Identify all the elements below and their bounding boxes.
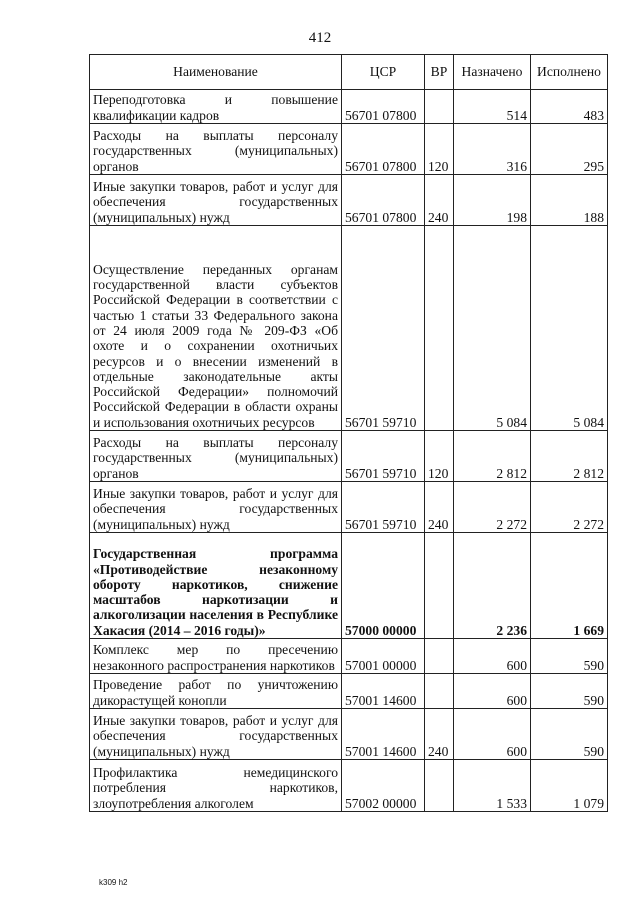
row-assigned: 600: [454, 674, 531, 709]
row-executed: 1 079: [531, 760, 608, 812]
header-csr: ЦСР: [342, 55, 425, 90]
row-name: Комплекс мер по пресечению незаконного распространения наркотиков: [90, 639, 342, 674]
row-csr: 56701 07800: [342, 124, 425, 175]
row-csr: 57002 00000: [342, 760, 425, 812]
row-executed: 483: [531, 90, 608, 124]
row-name: Переподготовка и повышение квалификации кадров: [90, 90, 342, 124]
table-row: [90, 482, 608, 533]
row-executed: 188: [531, 175, 608, 226]
row-vr: 120: [425, 431, 454, 482]
row-assigned: 1 533: [454, 760, 531, 812]
row-csr: 57001 00000: [342, 639, 425, 674]
row-name: Иные закупки товаров, работ и услуг для обеспечения государственных (муниципальных) нужд: [90, 175, 342, 226]
row-vr: 120: [425, 124, 454, 175]
row-csr: 57000 00000: [342, 533, 425, 639]
row-vr: [425, 674, 454, 709]
table-row: [90, 533, 608, 639]
row-name: Расходы на выплаты персоналу государственных (муниципальных) органов: [90, 431, 342, 482]
header-name: Наименование: [90, 55, 342, 90]
row-assigned: 2 272: [454, 482, 531, 533]
row-executed: 1 669: [531, 533, 608, 639]
header-executed: Исполнено: [531, 55, 608, 90]
row-csr: 57001 14600: [342, 709, 425, 760]
table-row: [90, 760, 608, 812]
row-csr: 56701 07800: [342, 90, 425, 124]
row-executed: 5 084: [531, 226, 608, 431]
table-body: [90, 90, 608, 812]
row-name: Иные закупки товаров, работ и услуг для обеспечения государственных (муниципальных) нужд: [90, 709, 342, 760]
table-row: [90, 639, 608, 674]
row-assigned: 600: [454, 639, 531, 674]
row-vr: 240: [425, 709, 454, 760]
budget-table: [89, 54, 608, 812]
row-executed: 2 272: [531, 482, 608, 533]
row-assigned: 316: [454, 124, 531, 175]
row-assigned: 5 084: [454, 226, 531, 431]
row-assigned: 198: [454, 175, 531, 226]
row-csr: 56701 59710: [342, 431, 425, 482]
row-name: Осуществление переданных органам государственной власти субъектов Российской Федерации в соответствии с частью 1 статьи 33 Федерального закона от 24 июля 2009 года № 209-ФЗ «Об охоте и о сохранении охотничьих ресурсов и о внесении изменений в отдельные законодательные акты Российской Федерации» полномочий Российской Федерации в области охраны и использования охотничьих ресурсов: [90, 226, 342, 431]
table-row: [90, 431, 608, 482]
table-row: [90, 124, 608, 175]
row-name: Расходы на выплаты персоналу государственных (муниципальных) органов: [90, 124, 342, 175]
row-name: Государственная программа «Противодействие незаконному обороту наркотиков, снижение масштабов наркотизации и алкоголизации населения в Республике Хакасия (2014 – 2016 годы)»: [90, 533, 342, 639]
table-row: [90, 90, 608, 124]
row-executed: 590: [531, 639, 608, 674]
table-row: [90, 709, 608, 760]
row-csr: 56701 59710: [342, 482, 425, 533]
row-executed: 590: [531, 709, 608, 760]
row-csr: 56701 07800: [342, 175, 425, 226]
table-row: [90, 226, 608, 431]
page-number: 412: [308, 30, 332, 46]
header-vr: ВР: [425, 55, 454, 90]
header-assigned: Назначено: [454, 55, 531, 90]
row-assigned: 514: [454, 90, 531, 124]
row-vr: [425, 533, 454, 639]
row-executed: 295: [531, 124, 608, 175]
row-name: Иные закупки товаров, работ и услуг для обеспечения государственных (муниципальных) нужд: [90, 482, 342, 533]
row-vr: [425, 90, 454, 124]
row-csr: 56701 59710: [342, 226, 425, 431]
table-row: [90, 674, 608, 709]
row-vr: 240: [425, 175, 454, 226]
row-executed: 2 812: [531, 431, 608, 482]
row-assigned: 2 812: [454, 431, 531, 482]
row-vr: [425, 760, 454, 812]
row-assigned: 600: [454, 709, 531, 760]
row-assigned: 2 236: [454, 533, 531, 639]
row-vr: 240: [425, 482, 454, 533]
row-csr: 57001 14600: [342, 674, 425, 709]
table-row: [90, 175, 608, 226]
table-header-row: [90, 55, 608, 90]
row-name: Проведение работ по уничтожению дикорастущей конопли: [90, 674, 342, 709]
row-name: Профилактика немедицинского потребления наркотиков, злоупотребления алкоголем: [90, 760, 342, 812]
row-vr: [425, 639, 454, 674]
row-executed: 590: [531, 674, 608, 709]
footer-code: k309 h2: [99, 878, 128, 887]
row-vr: [425, 226, 454, 431]
